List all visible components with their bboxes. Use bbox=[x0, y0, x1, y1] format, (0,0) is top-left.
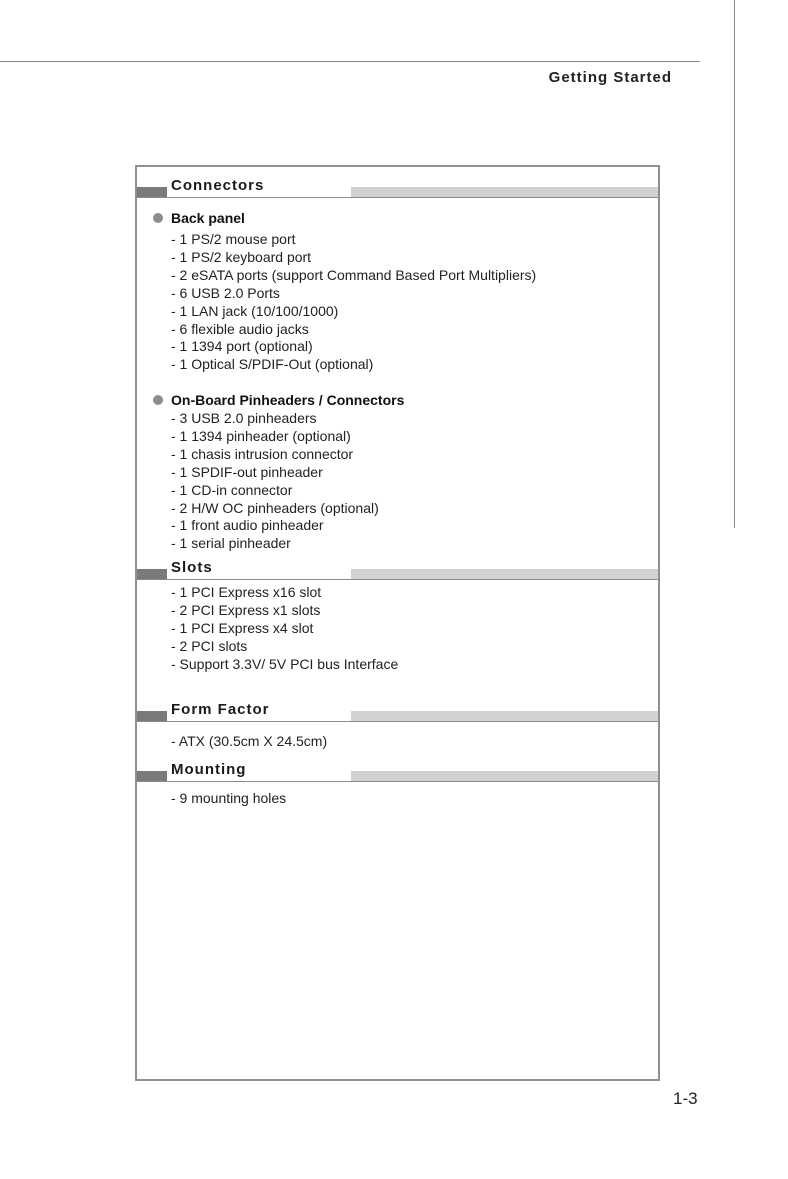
list-item: - 1 chasis intrusion connector bbox=[171, 445, 354, 462]
spec-frame bbox=[135, 165, 660, 1081]
form-factor-list bbox=[171, 733, 327, 751]
list-item: - 1 PS/2 keyboard port bbox=[171, 248, 312, 265]
list-item: - 1 PS/2 mouse port bbox=[171, 231, 296, 247]
list-item: - ATX (30.5cm X 24.5cm) bbox=[171, 733, 328, 749]
back-panel-list bbox=[171, 231, 536, 374]
section-connectors bbox=[137, 177, 658, 197]
list-item: - 1 1394 pinheader (optional) bbox=[171, 427, 351, 444]
section-rule bbox=[137, 579, 658, 580]
section-mounting bbox=[137, 761, 658, 781]
section-tab bbox=[137, 187, 167, 197]
bullet-icon bbox=[153, 213, 163, 223]
list-item: - Support 3.3V/ 5V PCI bus Interface bbox=[171, 655, 399, 672]
section-bar bbox=[351, 771, 658, 781]
list-item: - 1 LAN jack (10/100/1000) bbox=[171, 302, 339, 319]
section-tab bbox=[137, 711, 167, 721]
section-title-connectors: Connectors bbox=[171, 177, 265, 194]
subhead-onboard bbox=[153, 391, 404, 409]
top-rule bbox=[0, 61, 700, 62]
section-bar bbox=[351, 569, 658, 579]
list-item: - 6 USB 2.0 Ports bbox=[171, 284, 280, 301]
running-header: Getting Started bbox=[548, 69, 672, 86]
section-rule bbox=[137, 781, 658, 782]
list-item: - 2 PCI slots bbox=[171, 637, 248, 654]
list-item: - 1 front audio pinheader bbox=[171, 517, 324, 534]
section-tab bbox=[137, 771, 167, 781]
list-item: - 3 USB 2.0 pinheaders bbox=[171, 410, 317, 426]
list-item: - 1 PCI Express x16 slot bbox=[171, 584, 322, 600]
list-item: - 1 Optical S/PDIF-Out (optional) bbox=[171, 356, 374, 373]
list-item: - 1 PCI Express x4 slot bbox=[171, 619, 314, 636]
section-rule bbox=[137, 721, 658, 722]
section-title-slots: Slots bbox=[171, 559, 213, 576]
mounting-list bbox=[171, 790, 286, 808]
list-item: - 2 H/W OC pinheaders (optional) bbox=[171, 499, 379, 516]
list-item: - 2 PCI Express x1 slots bbox=[171, 601, 321, 618]
section-bar bbox=[351, 711, 658, 721]
section-form-factor bbox=[137, 701, 658, 721]
bullet-icon bbox=[153, 395, 163, 405]
onboard-list bbox=[171, 410, 379, 553]
list-item: - 1 SPDIF-out pinheader bbox=[171, 463, 323, 480]
list-item: - 2 eSATA ports (support Command Based Port Multipliers) bbox=[171, 266, 537, 283]
side-rule bbox=[734, 0, 735, 528]
list-item: - 1 1394 port (optional) bbox=[171, 338, 313, 355]
section-title-form-factor: Form Factor bbox=[171, 701, 270, 718]
list-item: - 9 mounting holes bbox=[171, 790, 287, 806]
list-item: - 1 serial pinheader bbox=[171, 535, 291, 552]
subhead-back-panel bbox=[153, 209, 245, 227]
page-number: 1-3 bbox=[673, 1089, 698, 1108]
list-item: - 1 CD-in connector bbox=[171, 481, 293, 498]
section-rule bbox=[137, 197, 658, 198]
section-title-mounting: Mounting bbox=[171, 761, 247, 778]
list-item: - 6 flexible audio jacks bbox=[171, 320, 309, 337]
subhead-onboard-label: On-Board Pinheaders / Connectors bbox=[171, 392, 405, 408]
slots-list bbox=[171, 584, 398, 674]
subhead-back-panel-label: Back panel bbox=[171, 210, 245, 226]
section-slots bbox=[137, 559, 658, 579]
section-tab bbox=[137, 569, 167, 579]
section-bar bbox=[351, 187, 658, 197]
